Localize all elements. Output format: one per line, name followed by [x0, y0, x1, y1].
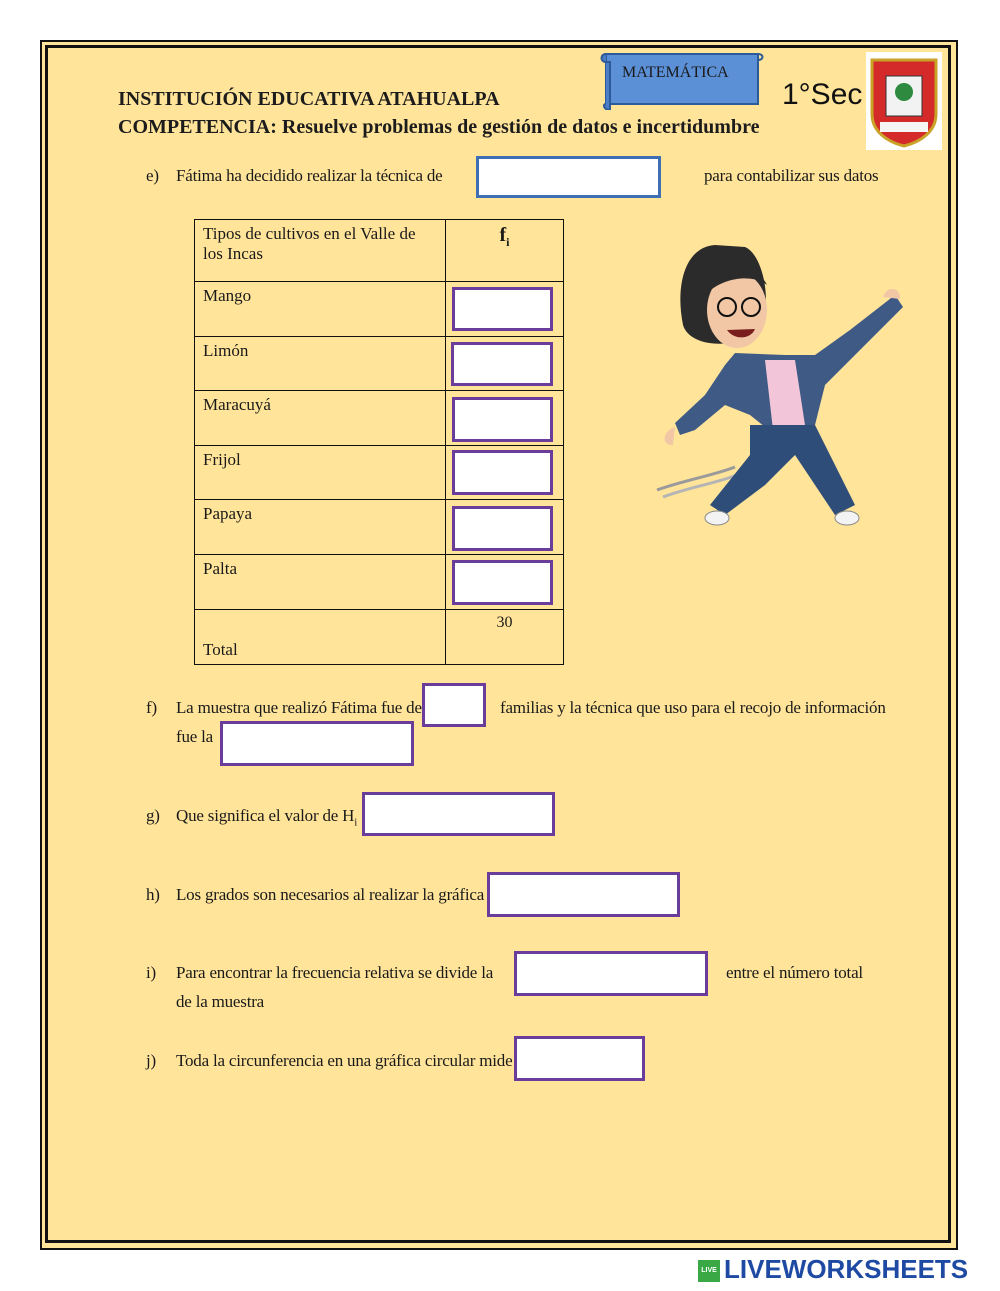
question-f-after: familias y la técnica que uso para el recojo de información	[500, 698, 886, 717]
question-f-before: La muestra que realizó Fátima fue de	[176, 698, 422, 717]
table-row-label: Palta	[195, 555, 446, 610]
answer-e-technique-input[interactable]	[476, 156, 661, 198]
liveworksheets-logo-icon: LIVE	[698, 1260, 720, 1282]
answer-f-technique-input[interactable]	[220, 721, 414, 766]
banner-label: MATEMÁTICA	[622, 64, 729, 81]
fi-input-mango[interactable]	[452, 287, 553, 331]
school-crest-icon	[866, 52, 942, 150]
fi-input-papaya[interactable]	[452, 506, 553, 551]
question-i-letter: i)	[146, 963, 156, 982]
competencia	[118, 116, 759, 139]
fi-input-frijol[interactable]	[452, 450, 553, 495]
answer-j-input[interactable]	[514, 1036, 645, 1081]
question-h-letter: h)	[146, 885, 160, 904]
question-f-letter: f)	[146, 698, 157, 717]
fi-input-palta[interactable]	[452, 560, 553, 605]
table-row-label: Frijol	[195, 446, 446, 500]
table-header-sub: i	[506, 235, 510, 249]
competencia-label: COMPETENCIA:	[118, 116, 277, 138]
grade-label: 1°Sec	[782, 78, 863, 111]
question-i-before: Para encontrar la frecuencia relativa se divide la	[176, 963, 494, 982]
question-e-after: para contabilizar sus datos	[704, 166, 879, 185]
fi-input-limon[interactable]	[451, 342, 553, 386]
table-header-f: f	[499, 224, 507, 246]
question-i-line2: de la muestra	[176, 992, 265, 1011]
question-g-text	[176, 806, 357, 828]
question-i-after: entre el número total	[726, 963, 863, 982]
table-total-value: 30	[446, 610, 564, 665]
question-f-line2: fue la	[176, 727, 214, 746]
competencia-text: Resuelve problemas de gestión de datos e incertidumbre	[281, 116, 760, 138]
table-row-label: Mango	[195, 282, 446, 337]
table-header-fi	[446, 220, 564, 282]
answer-i-input[interactable]	[514, 951, 708, 996]
question-h-text: Los grados son necesarios al realizar la gráfica	[176, 885, 485, 904]
question-g-text-main: Que significa el valor de H	[176, 806, 355, 825]
fi-input-maracuya[interactable]	[452, 397, 553, 442]
table-header-crops: Tipos de cultivos en el Valle de los Incas	[195, 220, 446, 282]
school-name: INSTITUCIÓN EDUCATIVA ATAHUALPA	[118, 88, 500, 110]
teacher-avatar-illustration	[655, 235, 905, 535]
question-g-letter: g)	[146, 806, 160, 825]
question-e-letter: e)	[146, 166, 159, 185]
answer-f-sample-size-input[interactable]	[422, 683, 486, 727]
table-row-label: Maracuyá	[195, 391, 446, 446]
answer-g-input[interactable]	[362, 792, 555, 836]
question-j-letter: j)	[146, 1051, 156, 1070]
answer-h-input[interactable]	[487, 872, 680, 917]
table-total-label: Total	[195, 610, 446, 665]
liveworksheets-brand: LIVEWORKSHEETS	[724, 1254, 969, 1284]
table-row-label: Papaya	[195, 500, 446, 555]
table-row-label: Limón	[195, 337, 446, 391]
question-g-sub: i	[354, 816, 358, 829]
question-j-text: Toda la circunferencia en una gráfica circular mide	[176, 1051, 513, 1070]
question-e-before: Fátima ha decidido realizar la técnica de	[176, 166, 443, 185]
